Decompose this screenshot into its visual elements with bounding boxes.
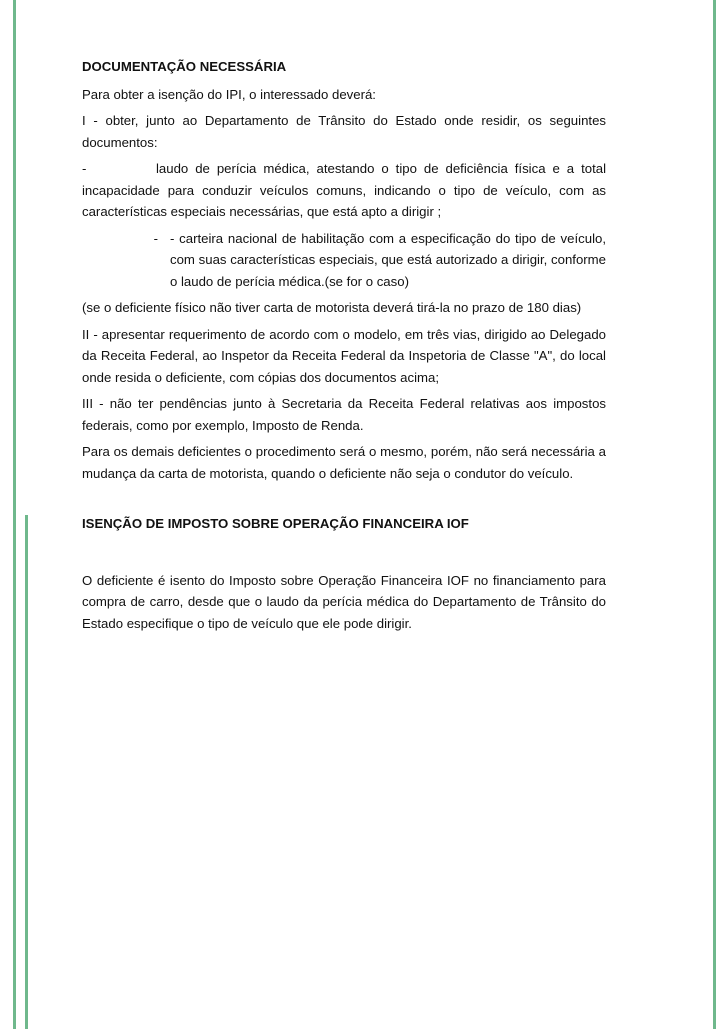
spacer [82, 540, 606, 570]
note-paragraph: (se o deficiente físico não tiver carta de motorista deverá tirá-la no prazo de 180 dias) [82, 300, 582, 315]
dash-mark: - [82, 161, 87, 176]
bullet-mark: - [153, 230, 158, 246]
page-border-left-inner [25, 515, 28, 1029]
document-body [82, 56, 606, 639]
item-1-dash-paragraph [82, 158, 606, 223]
item-2-paragraph: II - apresentar requerimento de acordo com o modelo, em três vias, dirigido ao Delegado da Receita Federal, ao Inspetor da Receita Federal da Inspetoria de Classe "A", do local onde resida o deficiente, com cópias dos documentos acima; [82, 326, 606, 385]
dash-text: laudo de perícia médica, atestando o tipo de deficiência física e a total incapacidade para conduzir veículos comuns, indicando o tipo de veículo, com as características especiais necessárias, que está apto a dirigir ; [82, 161, 607, 219]
item-1-paragraph: I - obter, junto ao Departamento de Trânsito do Estado onde residir, os seguintes documentos: [82, 113, 606, 150]
intro-paragraph: Para obter a isenção do IPI, o interessado deverá: [82, 86, 376, 102]
iof-paragraph: O deficiente é isento do Imposto sobre Operação Financeira IOF no financiamento para compra de carro, desde que o laudo da perícia médica do Departamento de Trânsito do Estado especifique o tipo de veículo que ele pode dirigir. [82, 572, 606, 631]
page-border-right [713, 0, 716, 1029]
item-3-paragraph: III - não ter pendências junto à Secretaria da Receita Federal relativas aos impostos federais, como por exemplo, Imposto de Renda. [82, 396, 606, 433]
section-heading-documentation: DOCUMENTAÇÃO NECESSÁRIA [82, 59, 287, 74]
bullet-item [82, 228, 606, 293]
spacer [82, 489, 606, 513]
page-border-left [13, 0, 16, 1029]
others-paragraph: Para os demais deficientes o procedimento será o mesmo, porém, não será necessária a mudança da carta de motorista, quando o deficiente não seja o condutor do veículo. [82, 444, 606, 481]
bullet-text: - carteira nacional de habilitação com a especificação do tipo de veículo, com suas características especiais, que está autorizado a dirigir, conforme o laudo de perícia médica.(se for o caso) [170, 230, 606, 289]
section-heading-iof: ISENÇÃO DE IMPOSTO SOBRE OPERAÇÃO FINANCEIRA IOF [82, 516, 469, 531]
